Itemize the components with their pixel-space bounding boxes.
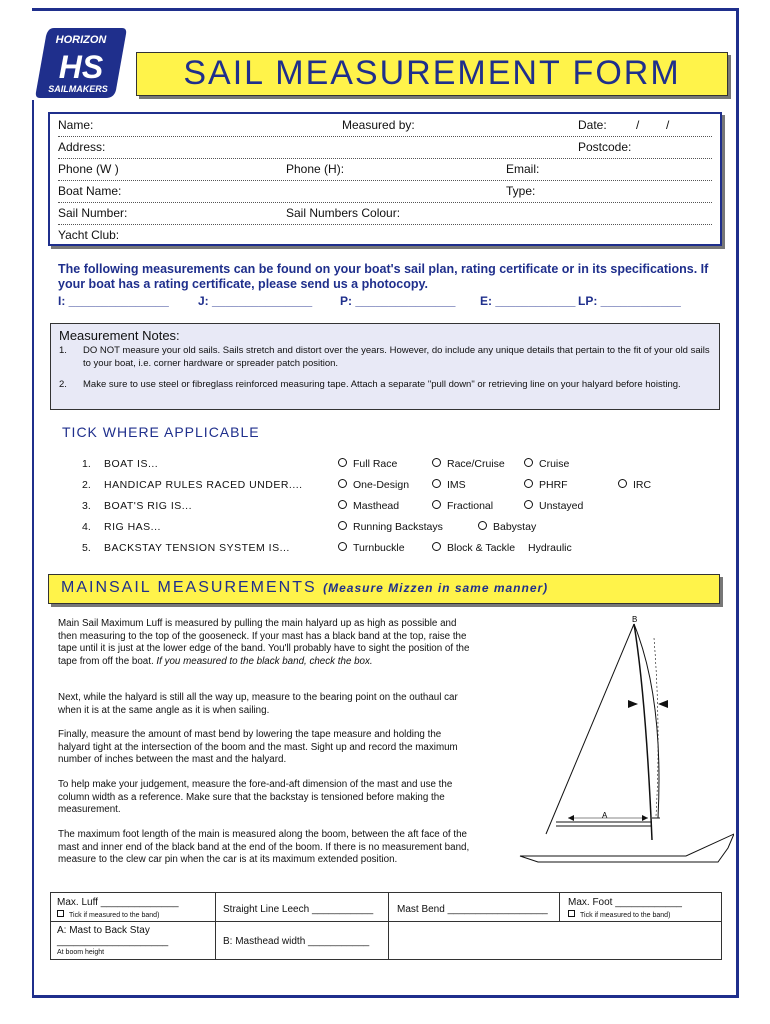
- tick-row-number: 4.: [82, 521, 91, 533]
- tick-row-label: BOAT IS...: [104, 458, 159, 470]
- mast-line: [634, 624, 652, 840]
- max-luff-note: Tick if measured to the band): [57, 910, 159, 919]
- option-hydraulic[interactable]: Hydraulic: [528, 542, 572, 554]
- instruction-paragraph: The maximum foot length of the main is measured along the boom, between the aft face of the mast and inner end of the black band at the end of the boom. If there is no measurement band, measure to the clew car pin when the car is at its maximum extended position.: [58, 829, 470, 865]
- tick-row-backstay-tension: [82, 542, 642, 556]
- mast-bend-label: Mast Bend __________________: [397, 904, 548, 915]
- logo-top-text: HORIZON: [55, 34, 107, 46]
- tick-row-label: BOAT'S RIG IS...: [104, 500, 192, 512]
- option-unstayed[interactable]: Unstayed: [524, 500, 583, 512]
- tick-row-rig-has: [82, 521, 642, 535]
- note-number: 1.: [59, 345, 67, 356]
- band-checkbox[interactable]: [57, 910, 64, 917]
- name-field-label[interactable]: Name:: [58, 118, 94, 132]
- mast-to-backstay-line: ____________________: [57, 936, 169, 947]
- tick-row-number: 3.: [82, 500, 91, 512]
- logo-mark: HS: [58, 49, 104, 85]
- sail-number-field-label[interactable]: Sail Number:: [58, 206, 128, 220]
- dimension-e-field[interactable]: E: ____________: [480, 294, 576, 308]
- masthead-width-cell[interactable]: [216, 922, 389, 959]
- email-field-label[interactable]: Email:: [506, 162, 540, 176]
- tick-row-handicap: [82, 479, 682, 493]
- mainsail-subtitle: (Measure Mizzen in same manner): [323, 581, 549, 595]
- frame-right-border: [736, 8, 739, 998]
- tick-row-label: RIG HAS...: [104, 521, 161, 533]
- option-babystay[interactable]: Babystay: [478, 521, 536, 533]
- max-luff-cell[interactable]: [51, 893, 216, 921]
- tick-row-number: 1.: [82, 458, 91, 470]
- contact-row-club: [58, 224, 712, 246]
- band-checkbox[interactable]: [568, 910, 575, 917]
- diagram-label-a: A: [602, 811, 608, 820]
- option-phrf[interactable]: PHRF: [524, 479, 568, 491]
- measurement-notes-box: [50, 323, 720, 410]
- mast-to-backstay-cell[interactable]: [51, 922, 216, 959]
- table-divider: [389, 921, 721, 922]
- option-block-and-tackle[interactable]: Block & Tackle: [432, 542, 515, 554]
- halyard-line: [654, 638, 658, 816]
- option-turnbuckle[interactable]: Turnbuckle: [338, 542, 405, 554]
- instruction-paragraph: Next, while the halyard is still all the way up, measure to the bearing point on the outhaul car when it is at the same angle as it is when sailing.: [58, 692, 458, 716]
- logo-bottom-text: SAILMAKERS: [48, 84, 108, 94]
- mast-to-backstay-label: A: Mast to Back Stay: [57, 925, 150, 936]
- bend-arrow-right: [658, 700, 668, 708]
- option-ims[interactable]: IMS: [432, 479, 466, 491]
- measure-arrow: [642, 815, 648, 821]
- instruction-text: Main Sail Maximum Luff is measured by pulling the main halyard up as high as possible and then measuring to the top of the gooseneck. If your mast has a black band at the top, raise the tape until it is just at the lower edge of the band. You'll probably have to sight the position of the tape from off the boat.: [58, 618, 470, 667]
- option-cruise[interactable]: Cruise: [524, 458, 569, 470]
- at-boom-height-note: At boom height: [57, 949, 105, 956]
- note-text: DO NOT measure your old sails. Sails stretch and distort over the years. However, do include any unique details that pertain to the fit of your old sails to your boat, i.e. corner hardware or spreader patch position.: [83, 345, 710, 369]
- diagram-label-b: B: [632, 615, 638, 624]
- contact-details-box: [48, 112, 722, 246]
- instruction-paragraph: [58, 618, 476, 668]
- contact-row-sail: [58, 202, 712, 225]
- option-fractional[interactable]: Fractional: [432, 500, 493, 512]
- rig-dimensions-row: [58, 294, 718, 308]
- note-number: 2.: [59, 379, 67, 390]
- max-luff-label: Max. Luff ______________: [57, 897, 179, 908]
- straight-leech-cell[interactable]: [216, 893, 389, 921]
- type-field-label[interactable]: Type:: [506, 184, 536, 198]
- hull-shape: [520, 834, 734, 862]
- tick-row-label: HANDICAP RULES RACED UNDER....: [104, 479, 303, 491]
- tick-row-number: 2.: [82, 479, 91, 491]
- mainsail-title-text: MAINSAIL MEASUREMENTS: [61, 579, 317, 596]
- title-banner: [136, 52, 728, 96]
- instruction-paragraph: To help make your judgement, measure the fore-and-aft dimension of the mast and use the column width as a reference. Make sure that the backstay is tensioned before making the measurement.: [58, 779, 453, 815]
- frame-top-border: [32, 8, 738, 11]
- frame-left-border: [32, 100, 34, 997]
- instruction-paragraph: Finally, measure the amount of mast bend by lowering the tape measure and holding the halyard tight at the intersection of the boom and the mast. Sight up and record the maximum number of inches between the mast and the halyard.: [58, 729, 458, 765]
- mainsail-banner: [48, 574, 720, 604]
- measure-arrow: [568, 815, 574, 821]
- date-field-label[interactable]: Date:: [578, 118, 607, 132]
- option-masthead[interactable]: Masthead: [338, 500, 399, 512]
- dimension-i-field[interactable]: I: _______________: [58, 294, 169, 308]
- intro-text: The following measurements can be found on your boat's sail plan, rating certificate or in its specifications. If your boat has a rating certificate, please send us a photocopy.: [58, 262, 709, 291]
- tick-row-rig-is: [82, 500, 642, 514]
- dimension-j-field[interactable]: J: _______________: [198, 294, 313, 308]
- date-separator: /: [636, 118, 640, 132]
- tick-section-title: TICK WHERE APPLICABLE: [62, 424, 260, 440]
- horizon-sailmakers-logo: [34, 26, 128, 100]
- contact-row-address: [58, 136, 712, 159]
- phone-home-field-label[interactable]: Phone (H):: [286, 162, 345, 176]
- notes-title: Measurement Notes:: [59, 328, 180, 343]
- yacht-club-field-label[interactable]: Yacht Club:: [58, 228, 120, 242]
- dimension-lp-field[interactable]: LP: ____________: [578, 294, 681, 308]
- measured-by-field-label[interactable]: Measured by:: [342, 118, 415, 132]
- mast-bend-cell[interactable]: [389, 893, 560, 921]
- bend-arrow-left: [628, 700, 638, 708]
- address-field-label[interactable]: Address:: [58, 140, 106, 154]
- page-title: SAIL MEASUREMENT FORM: [183, 54, 681, 92]
- mainsail-diagram: [518, 608, 734, 870]
- frame-bottom-border: [32, 995, 739, 998]
- masthead-width-label: B: Masthead width ___________: [223, 936, 370, 947]
- dimension-p-field[interactable]: P: _______________: [340, 294, 456, 308]
- contact-row-boat: [58, 180, 712, 203]
- option-full-race[interactable]: Full Race: [338, 458, 397, 470]
- tick-row-label: BACKSTAY TENSION SYSTEM IS...: [104, 542, 290, 554]
- option-race-cruise[interactable]: Race/Cruise: [432, 458, 505, 470]
- date-separator: /: [666, 118, 670, 132]
- option-one-design[interactable]: One-Design: [338, 479, 409, 491]
- contact-row-name: [58, 114, 712, 137]
- option-irc[interactable]: IRC: [618, 479, 651, 491]
- instruction-italic-text: If you measured to the black band, check the box.: [156, 655, 373, 667]
- option-running-backstays[interactable]: Running Backstays: [338, 521, 443, 533]
- max-foot-cell[interactable]: [560, 893, 720, 921]
- max-foot-label: Max. Foot ____________: [568, 897, 682, 908]
- phone-work-field-label[interactable]: Phone (W ): [58, 162, 119, 176]
- tick-row-number: 5.: [82, 542, 91, 554]
- contact-row-phone: [58, 158, 712, 181]
- boat-name-field-label[interactable]: Boat Name:: [58, 184, 122, 198]
- straight-leech-label: Straight Line Leech ___________: [223, 904, 374, 915]
- mainsail-title: [61, 579, 548, 597]
- note-text: Make sure to use steel or fibreglass reinforced measuring tape. Attach a separate "pull down" or retrieving line on your halyard before hoisting.: [83, 379, 681, 390]
- measurement-table: [50, 892, 722, 960]
- sail-numbers-colour-field-label[interactable]: Sail Numbers Colour:: [286, 206, 401, 220]
- forestay-line: [546, 624, 634, 834]
- tick-row-boat-is: [82, 458, 642, 472]
- max-foot-note: Tick if measured to the band): [568, 910, 670, 919]
- postcode-field-label[interactable]: Postcode:: [578, 140, 632, 154]
